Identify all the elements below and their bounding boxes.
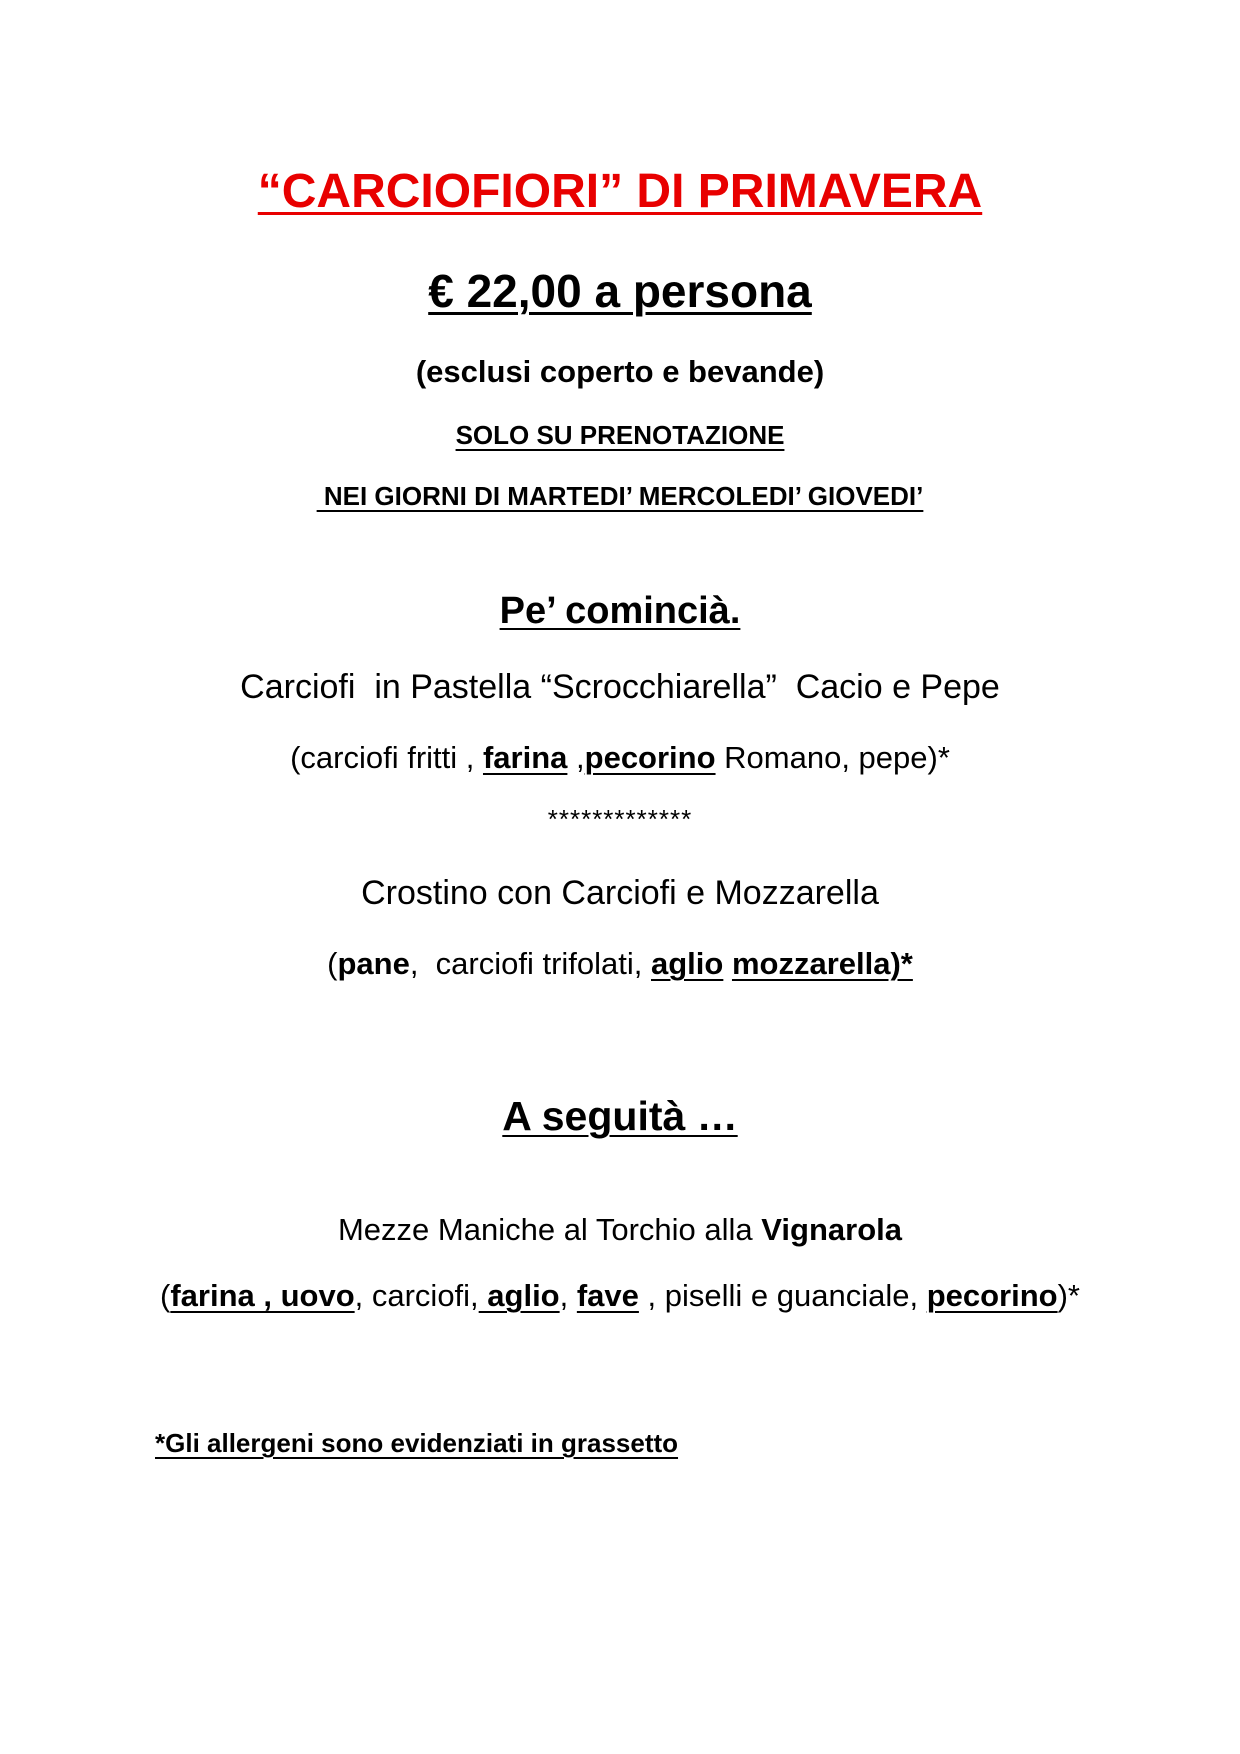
- price-text: € 22,00 a persona: [428, 265, 812, 317]
- reservation-note: [0, 422, 1240, 448]
- menu-title: [0, 165, 1240, 218]
- ingredient-text: , piselli e guanciale,: [638, 1278, 927, 1313]
- days-note: [0, 483, 1240, 509]
- dish-separator: *************: [547, 804, 693, 834]
- reservation-text: SOLO SU PRENOTAZIONE: [455, 420, 785, 450]
- allergen-fave: fave: [576, 1278, 639, 1313]
- allergen-aglio: aglio: [651, 946, 724, 981]
- section-heading-follow-text: A seguità …: [502, 1093, 738, 1139]
- allergen-aglio: aglio: [478, 1278, 560, 1313]
- section-heading-start: [0, 592, 1240, 630]
- dish-mezze-maniche: [0, 1214, 1240, 1245]
- allergen-pecorino: pecorino: [926, 1278, 1058, 1313]
- dish-carciofi-pastella: Carciofi in Pastella “Scrocchiarella” Cacio e Pepe: [240, 668, 1000, 706]
- ingredient-text: (: [327, 946, 338, 981]
- dish-carciofi-pastella-ingredients: [0, 742, 1240, 773]
- ingredient-text: , carciofi,: [354, 1278, 479, 1313]
- allergen-pane: pane: [337, 946, 410, 981]
- section-heading-follow: [0, 1093, 1240, 1139]
- allergen-note-text: *Gli allergeni sono evidenziati in grassetto: [155, 1428, 679, 1458]
- dish-crostino: Crostino con Carciofi e Mozzarella: [361, 874, 879, 912]
- exclusions-note: (esclusi coperto e bevande): [415, 354, 825, 389]
- ingredient-text: Romano, pepe)*: [715, 740, 950, 775]
- ingredient-text: , carciofi trifolati,: [409, 946, 651, 981]
- ingredient-text: ,: [559, 1278, 577, 1313]
- ingredient-text: ,: [567, 740, 585, 775]
- allergen-mozzarella: mozzarella)*: [731, 946, 913, 981]
- allergen-farina-uovo: farina , uovo: [170, 1278, 355, 1313]
- allergen-pecorino: pecorino: [584, 740, 716, 775]
- dish-name-text: Mezze Maniche al Torchio alla: [337, 1212, 762, 1247]
- menu-title-text: “CARCIOFIORI” DI PRIMAVERA: [257, 165, 983, 218]
- ingredient-text: (carciofi fritti ,: [290, 740, 483, 775]
- allergen-farina: farina: [482, 740, 568, 775]
- allergen-note: [155, 1430, 678, 1456]
- dish-name-bold: Vignarola: [761, 1212, 902, 1247]
- section-heading-start-text: Pe’ comincià.: [499, 590, 741, 632]
- ingredient-text: )*: [1057, 1278, 1080, 1313]
- dish-crostino-ingredients: [0, 948, 1240, 979]
- dish-mezze-maniche-ingredients: [0, 1280, 1240, 1311]
- ingredient-text: [723, 946, 732, 981]
- ingredient-text: (: [160, 1278, 171, 1313]
- price-line: [0, 265, 1240, 317]
- days-text: NEI GIORNI DI MARTEDI’ MERCOLEDI’ GIOVEDI’: [316, 481, 924, 511]
